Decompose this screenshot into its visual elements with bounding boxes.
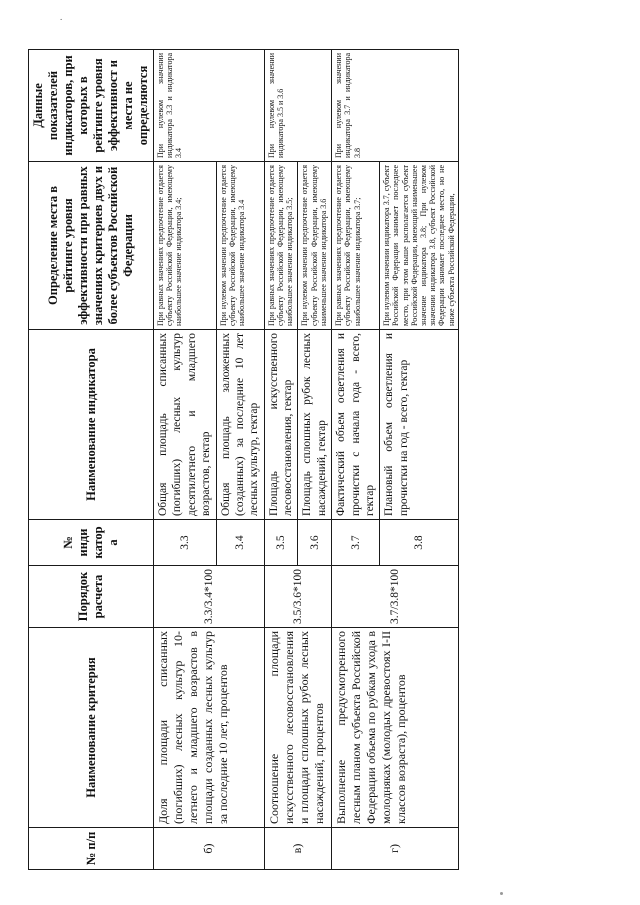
page-mark: .	[60, 12, 63, 22]
criteria-table	[28, 49, 459, 870]
rank-rule: При нулевом значении предпочтение отдается субъекту Российской Федерации, имеющему наименьшее значение индикатора 3.6	[298, 162, 332, 330]
indicator-id: 3.3	[154, 520, 217, 566]
indicator-id: 3.6	[298, 520, 332, 566]
criterion-name: Выполнение предусмотренного лесным планом субъекта Российской Федерации объема по рубкам ухода в молодняках (молодых древостоях I-II классов возраста), процентов	[332, 628, 459, 828]
indicator-name: Площадь искусственного лесовосстановления, гектар	[264, 330, 298, 520]
indicator-name: Плановый объем осветления и прочистки на год - всего, гектар	[380, 330, 459, 520]
indicator-id: 3.5	[264, 520, 298, 566]
table-row	[264, 50, 298, 870]
missing-data-rule: При нулевом значении индикатора 3.5 и 3.6	[264, 50, 332, 162]
calc-formula: 3.7/3.8*100	[332, 566, 459, 628]
row-number: б)	[154, 828, 265, 870]
indicator-id: 3.8	[380, 520, 459, 566]
table-header-row	[29, 50, 154, 870]
indicator-id: 3.4	[216, 520, 264, 566]
header-indicator-num: № инди катор а	[29, 520, 154, 566]
calc-formula: 3.3/3.4*100	[154, 566, 265, 628]
rank-rule: При нулевом значении индикатора 3.7, субъект Российской Федерации занимает последнее место, при этом выше располагается субъект Российской Федерации, имеющий наименьшее значение индикатора 3.8; При нулевом значении индикатора 3.8, субъект Российской Федерации занимает последнее место, но не ниже субъекта Российской Федерации,	[380, 162, 459, 330]
rotated-document-page	[28, 50, 598, 870]
rank-rule: При равных значениях предпочтение отдается субъекту Российской Федерации, имеющему наибольшее значение индикатора 3.5;	[264, 162, 298, 330]
rank-rule: При нулевом значении предпочтение отдается субъекту Российской Федерации, имеющему наибольшее значение индикатора 3.4	[216, 162, 264, 330]
rank-rule: При равных значениях предпочтение отдается субъекту Российской Федерации, имеющему наибольшее значение индикатора 3.4;	[154, 162, 217, 330]
row-number: в)	[264, 828, 332, 870]
missing-data-rule: При нулевом значении индикатора 3.7 и индикатора 3.8	[332, 50, 459, 162]
header-calc: Порядок расчета	[29, 566, 154, 628]
missing-data-rule: При нулевом значении индикатора 3.3 и индикатора 3.4	[154, 50, 265, 162]
header-criterion: Наименование критерия	[29, 628, 154, 828]
indicator-name: Общая площадь списанных (погибших) лесных культур десятилетнего и младшего возрастов, гектар	[154, 330, 217, 520]
calc-formula: 3.5/3.6*100	[264, 566, 332, 628]
rank-rule: При равных значениях предпочтение отдается субъекту Российской Федерации, имеющему наибольшее значение индикатора 3.7;	[332, 162, 380, 330]
header-rank-rule: Определение места в рейтинге уровня эффективности при равных значениях критериев двух и более субъектов Российской Федерации	[29, 162, 154, 330]
table-row	[332, 50, 380, 870]
header-indicator-name: Наименование индикатора	[29, 330, 154, 520]
indicator-id: 3.7	[332, 520, 380, 566]
header-num: № п/п	[29, 828, 154, 870]
indicator-name: Площадь сплошных рубок лесных насаждений, гектар	[298, 330, 332, 520]
indicator-name: Общая площадь заложенных (созданных) за последние 10 лет лесных культур, гектар	[216, 330, 264, 520]
table-row	[154, 50, 217, 870]
row-number: г)	[332, 828, 459, 870]
criterion-name: Соотношение площади искусственного лесовосстановления и площади сплошных рубок лесных насаждений, процентов	[264, 628, 332, 828]
header-missing-data: Данные показателей индикаторов, при которых в рейтинге уровня эффективност и места не определяются	[29, 50, 154, 162]
scan-speck	[500, 892, 503, 895]
criterion-name: Доля площади списанных (погибших) лесных культур 10-летнего и младшего возрастов в площади созданных лесных культур за последние 10 лет, процентов	[154, 628, 265, 828]
indicator-name: Фактический объем осветления и прочистки с начала года - всего, гектар	[332, 330, 380, 520]
